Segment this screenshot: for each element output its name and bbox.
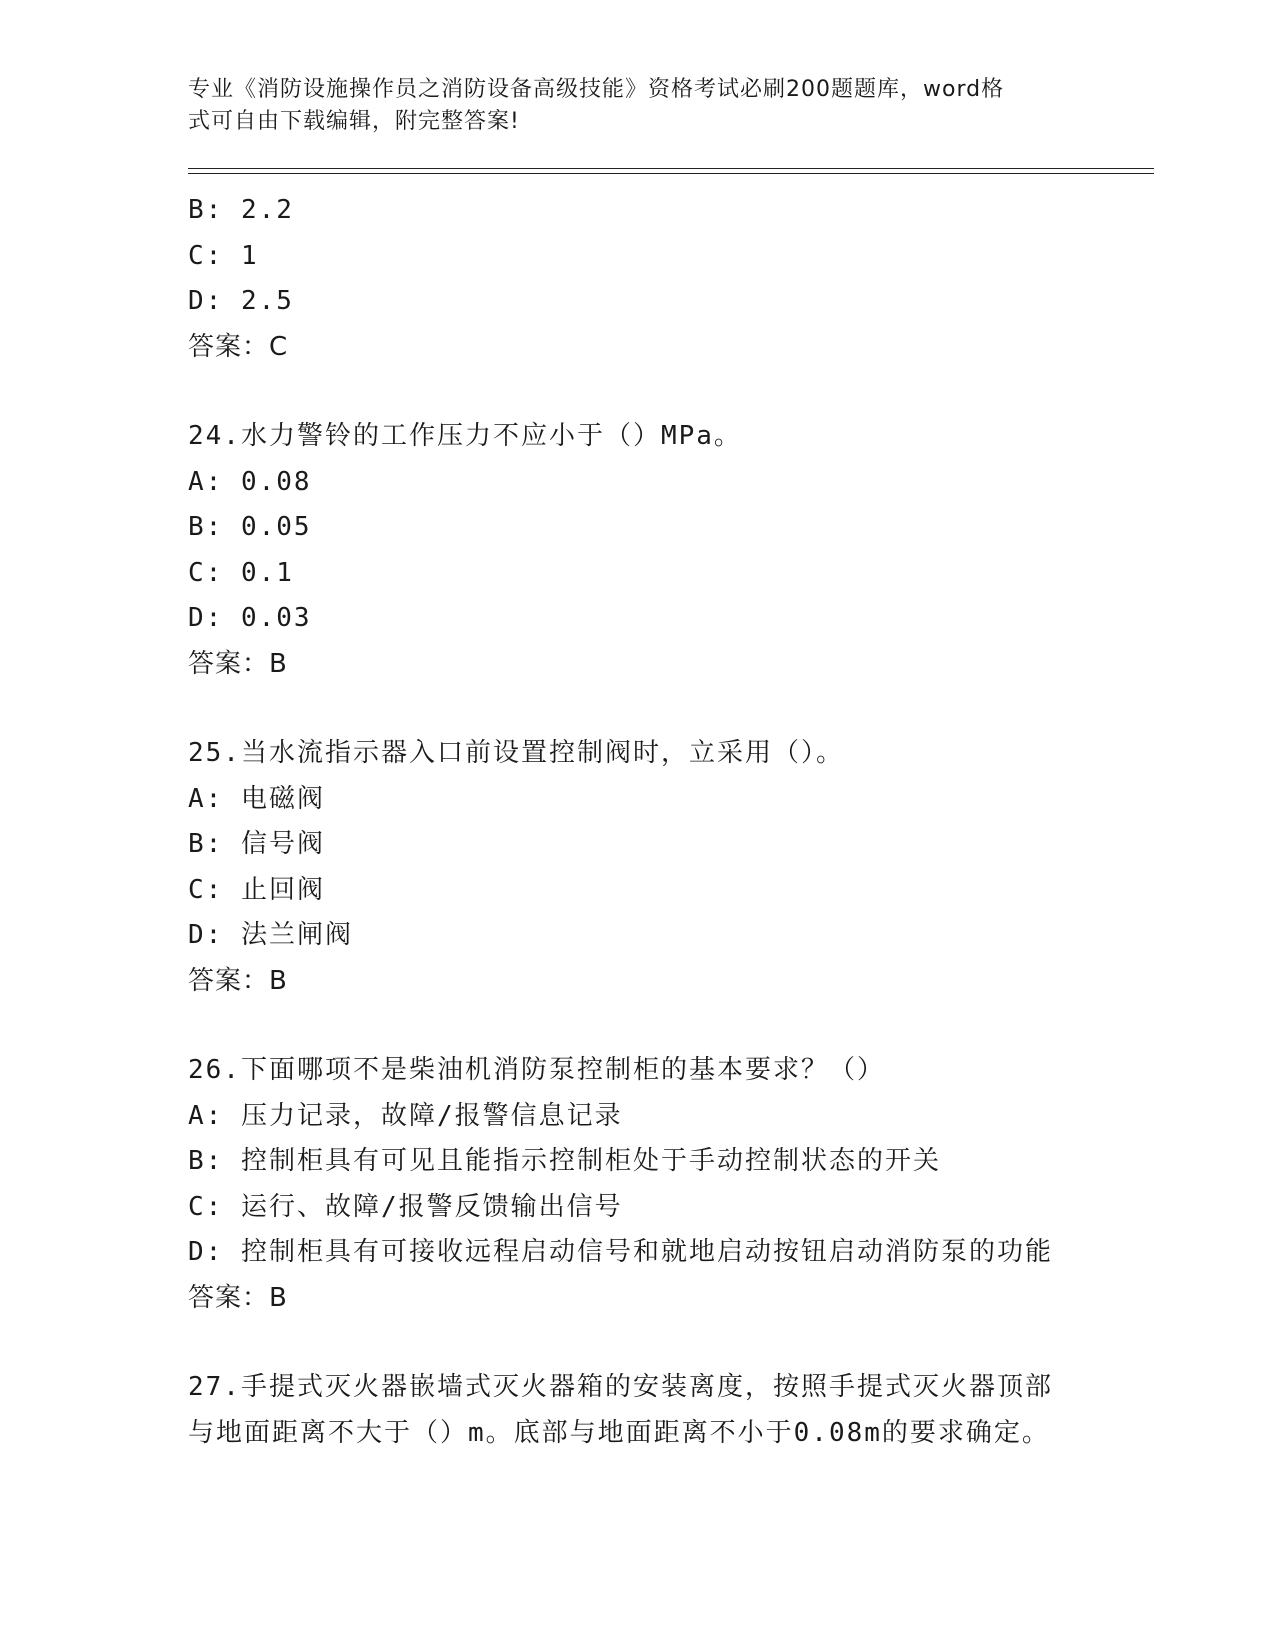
option-b: B: 0.05 bbox=[188, 512, 312, 542]
question-list bbox=[188, 188, 1148, 1500]
question-24 bbox=[188, 414, 1148, 687]
header-rule-top bbox=[188, 168, 1154, 169]
answer: 答案：B bbox=[188, 648, 288, 679]
question-text: 24.水力警铃的工作压力不应小于（）MPa。 bbox=[188, 421, 742, 451]
option-c: C: 运行、故障/报警反馈输出信号 bbox=[188, 1191, 623, 1222]
answer: 答案：B bbox=[188, 1282, 288, 1313]
document-header bbox=[188, 74, 1068, 138]
header-line-2: 式可自由下载编辑，附完整答案! bbox=[188, 109, 520, 134]
question-26 bbox=[188, 1048, 1148, 1321]
header-rule-bottom bbox=[188, 173, 1154, 174]
option-a: A: 0.08 bbox=[188, 466, 312, 497]
option-c: C: 0.1 bbox=[188, 557, 294, 588]
option-d: D: 法兰闸阀 bbox=[188, 920, 353, 950]
question-23-continued bbox=[188, 188, 1148, 370]
option-a: A: 压力记录，故障/报警信息记录 bbox=[188, 1100, 623, 1131]
question-25 bbox=[188, 731, 1148, 1004]
question-text-line-1: 27.手提式灭火器嵌墙式灭火器箱的安装离度，按照手提式灭火器顶部 bbox=[188, 1372, 1053, 1402]
option-d: D: 2.5 bbox=[188, 286, 294, 316]
question-text: 26.下面哪项不是柴油机消防泵控制柜的基本要求？（） bbox=[188, 1055, 885, 1085]
option-b: B: 控制柜具有可见且能指示控制柜处于手动控制状态的开关 bbox=[188, 1146, 941, 1176]
question-text: 25.当水流指示器入口前设置控制阀时，立采用（）。 bbox=[188, 738, 844, 768]
answer: 答案：B bbox=[188, 965, 288, 996]
option-c: C: 止回阀 bbox=[188, 874, 325, 905]
option-d: D: 控制柜具有可接收远程启动信号和就地启动按钮启动消防泵的功能 bbox=[188, 1237, 1053, 1267]
option-c: C: 1 bbox=[188, 240, 259, 271]
option-d: D: 0.03 bbox=[188, 603, 312, 633]
question-27 bbox=[188, 1365, 1148, 1456]
option-b: B: 2.2 bbox=[188, 195, 294, 225]
answer: 答案：C bbox=[188, 331, 289, 362]
option-a: A: 电磁阀 bbox=[188, 783, 325, 814]
question-text-line-2: 与地面距离不大于（）m。底部与地面距离不小于0.08m的要求确定。 bbox=[188, 1417, 1050, 1448]
header-line-1: 专业《消防设施操作员之消防设备高级技能》资格考试必刷200题题库，word格 bbox=[188, 77, 1005, 102]
option-b: B: 信号阀 bbox=[188, 829, 325, 859]
